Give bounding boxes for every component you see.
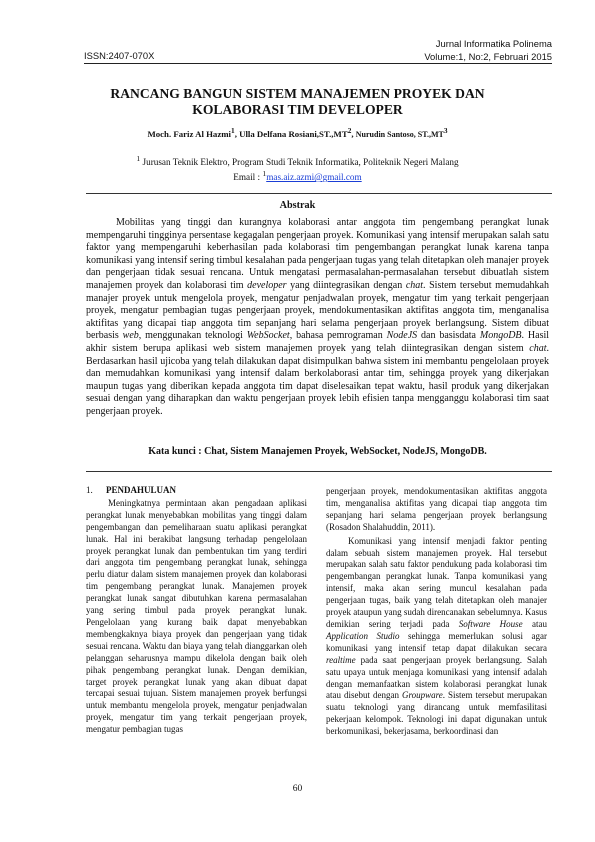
- intro-p2-text-b: atau: [522, 618, 547, 629]
- body-column-right: [326, 486, 547, 738]
- intro-p2-text-c: sehingga memerlukan solusi agar komunikasi yang intensif tetap dapat dilakukan secara: [326, 630, 548, 653]
- author-1: Moch. Fariz Al Hazmi: [147, 128, 232, 139]
- author-3: Nurudin Santoso, ST.,MT: [355, 129, 444, 139]
- author-2-sup: 2: [347, 126, 352, 135]
- page-number: 60: [292, 784, 303, 794]
- author-1-sup: 1: [231, 126, 235, 135]
- abstract-top-rule: [86, 193, 552, 194]
- abstract-heading: Abstrak: [279, 200, 316, 211]
- section-title: PENDAHULUAN: [106, 485, 177, 495]
- abstract-text-3: . Sistem tersebut memudahkah manajer proyek untuk mengelola proyek, mengatur penjadwalan proyek, mengatur tim yang terkait pengerjaan proyek, mengatur pembagian tugas pengerjaan proyek, mendokumentasikan aktifitas anggota tim, menganalisa aktifitas yang dicapai tiap anggota tim sepanjang hari selama pengerjaan proyek berlangsung. Sistem dibuat berbasis: [86, 279, 549, 342]
- affiliation-text: Jurusan Teknik Elektro, Program Studi Teknik Informatika, Politeknik Negeri Malang: [140, 157, 459, 168]
- abstract-text-5: , bahasa pemrograman: [289, 330, 387, 342]
- term-software-house: Software House: [458, 618, 523, 629]
- paper-title: [60, 86, 535, 118]
- abstract-body: [86, 217, 549, 419]
- affiliation: [40, 153, 555, 183]
- author-3-sup: 3: [443, 126, 448, 135]
- journal-volume: Volume:1, No:2, Februari 2015: [424, 51, 552, 62]
- author-sep-1: ,: [234, 128, 240, 139]
- intro-paragraph-1: Meningkatnya permintaan akan pengadaan aplikasi perangkat lunak menyebabkan mobilitas yang tinggi dalam pengembangan dan pemeliharaan suatu aplikasi perangkat lunak. Hal ini berakibat langsung terhadap pengelolaan proyek perangkat lunak dan pembentukan tim yang terdiri dari anggota tim pengembang perangkat lunak, sehingga perlu diatur dalam sistem manajemen proyek dan kolaborasi tim pengembang perangkat lunak. Manajemen proyek perangkat lunak sangat dibutuhkan karena permasalahan yang sering timbul pada proyek perangkat lunak. Pengelolaan yang kurang baik dapat menyebabkan membengkaknya biaya proyek dan pengerjaan yang tidak sesuai rencana. Waktu dan biaya yang telah dianggarkan oleh pelanggan seharusnya mampu dikelola dengan baik oleh pihak pengembang perangkat lunak. Dengan demikian, target proyek perangkat lunak yang akan dibuat dapat tercapai sesuai tujuan. Sistem manajemen proyek berfungsi untuk membantu mengelola proyek, mengatur penjadwalan proyek, mengatur tim yang terkait pengerjaan proyek, mengatur pembagian tugas: [86, 497, 307, 735]
- journal-header: [424, 37, 552, 63]
- section-heading: [86, 485, 307, 497]
- abstract-term-chat-2: chat: [529, 342, 547, 354]
- abstract-text-2: yang diintegrasikan dengan: [286, 279, 406, 291]
- body-column-left: [86, 485, 307, 736]
- abstract-term-web: web: [122, 330, 139, 342]
- intro-p2-text-a: Komunikasi yang intensif menjadi faktor penting dalam sebuah sistem manajemen proyek. Hal tersebut merupakan salah satu faktor pendukung pada kolaborasi tim pengembangan perangkat lunak. Tanpa komunikasi yang intensif, maka akan sering muncul kesalahan pada pengerjaan tugas, baik yang telah ditetapkan oleh manajer proyek ataupun yang sudah direncanakan sebelumnya. Kasus demikian sering terjadi pada: [326, 535, 547, 629]
- paper-title-line2: KOLABORASI TIM DEVELOPER: [192, 102, 403, 117]
- paper-title-line1: RANCANG BANGUN SISTEM MANAJEMEN PROYEK DAN: [110, 86, 485, 101]
- abstract-text-7: . Hasil akhir sistem berupa aplikasi web sistem manajemen proyek yang telah diintegrasikan dengan sistem: [86, 330, 550, 354]
- affiliation-sup: 1: [136, 154, 141, 163]
- abstract-term-chat-1: chat: [405, 279, 424, 291]
- abstract-term-mongodb: MongoDB: [479, 330, 522, 342]
- intro-p2-text-d: pada saat pengerjaan proyek berlangsung. Salah satu upaya untuk menjaga komunikasi yang intensif adalah dengan memanfaatkan sistem kolaborasi perangkat lunak atau disebut dengan: [326, 654, 547, 701]
- keywords-bottom-rule: [86, 471, 552, 472]
- abstract-text-1: Mobilitas yang tinggi dan kurangnya kolaborasi antar anggota tim pengembang perangkat lunak mempengaruhi tingginya persentase kegagalan pengerjaan proyek. Komunikasi yang intensif merupakan salah satu faktor yang mempengaruhi keberhasilan pada kolaborasi tim pengembangan perangkat lunak karena tanpa komunikasi yang intensif sering timbul kesalahan pada pengerjaan tugas yang telah ditetapkan oleh manajer proyek dan pengerjaan tidak sesuai rencana. Untuk mengatasi permasalahan-permasalahan tersebut dibuatlah sistem manajemen proyek dan kolaborasi tim: [86, 217, 549, 291]
- author-list: [40, 126, 555, 139]
- affiliation-line: [40, 153, 555, 168]
- intro-p2-text-e: . Sistem tersebut merupakan suatu teknologi yang dirancang untuk memfasilitasi pekerjaan kelompok. Teknologi ini dapat digunakan untuk berkomunikasi, bekerjasama, berkoordinasi dan: [326, 690, 547, 737]
- email-link[interactable]: mas.aiz.azmi@gmail.com: [266, 172, 362, 183]
- author-sep-2: ,: [351, 128, 356, 139]
- abstract-text-8: . Berdasarkan hasil ujicoba yang telah dilakukan dapat disimpulkan bahwa sistem ini membantu pengelolaan proyek dan memudahkan komunikasi yang intensif dalam berkolaborasi antar tim, sehingga proyek yang dikerjakan maupun tugas yang diberikan kepada anggota tim dapat diselesaikan tepat waktu, hasil produk yang dikerjakan sesuai dengan yang diharapkan dan waktu pengerjaan proyek lebih efisien tanpa mengganggu kolaborasi tim saat pengerjaan proyek.: [86, 342, 549, 417]
- author-2: Ulla Delfana Rosiani,ST.,MT: [239, 128, 348, 139]
- keywords: Kata kunci : Chat, Sistem Manajemen Proyek, WebSocket, NodeJS, MongoDB.: [148, 446, 487, 457]
- term-groupware: Groupware: [401, 690, 443, 701]
- abstract-term-nodejs: NodeJS: [386, 330, 418, 342]
- journal-name: Jurnal Informatika Polinema: [435, 38, 552, 49]
- header-rule: [84, 63, 552, 64]
- email-label: Email :: [233, 172, 263, 183]
- section-number: 1.: [86, 485, 93, 495]
- term-realtime: realtime: [326, 654, 356, 665]
- email-line: [40, 168, 555, 183]
- intro-paragraph-1-cont: pengerjaan proyek, mendokumentasikan aktifitas anggota tim, menganalisa aktifitas yang dicapai tiap anggota tim sepanjang hari selama pengerjaan proyek berlangsung (Rosadon Shalahuddin, 2011).: [326, 486, 547, 532]
- issn-label: ISSN:2407-070X: [84, 50, 155, 61]
- abstract-term-developer: developer: [247, 279, 287, 291]
- abstract-term-websocket: WebSocket: [246, 330, 290, 342]
- intro-paragraph-2: [326, 536, 547, 738]
- email-sup: 1: [262, 169, 267, 179]
- term-application-studio: Application Studio: [326, 630, 400, 641]
- abstract-text-6: dan basisdata: [417, 330, 480, 342]
- abstract-text-4: , menggunakan teknologi: [138, 330, 247, 342]
